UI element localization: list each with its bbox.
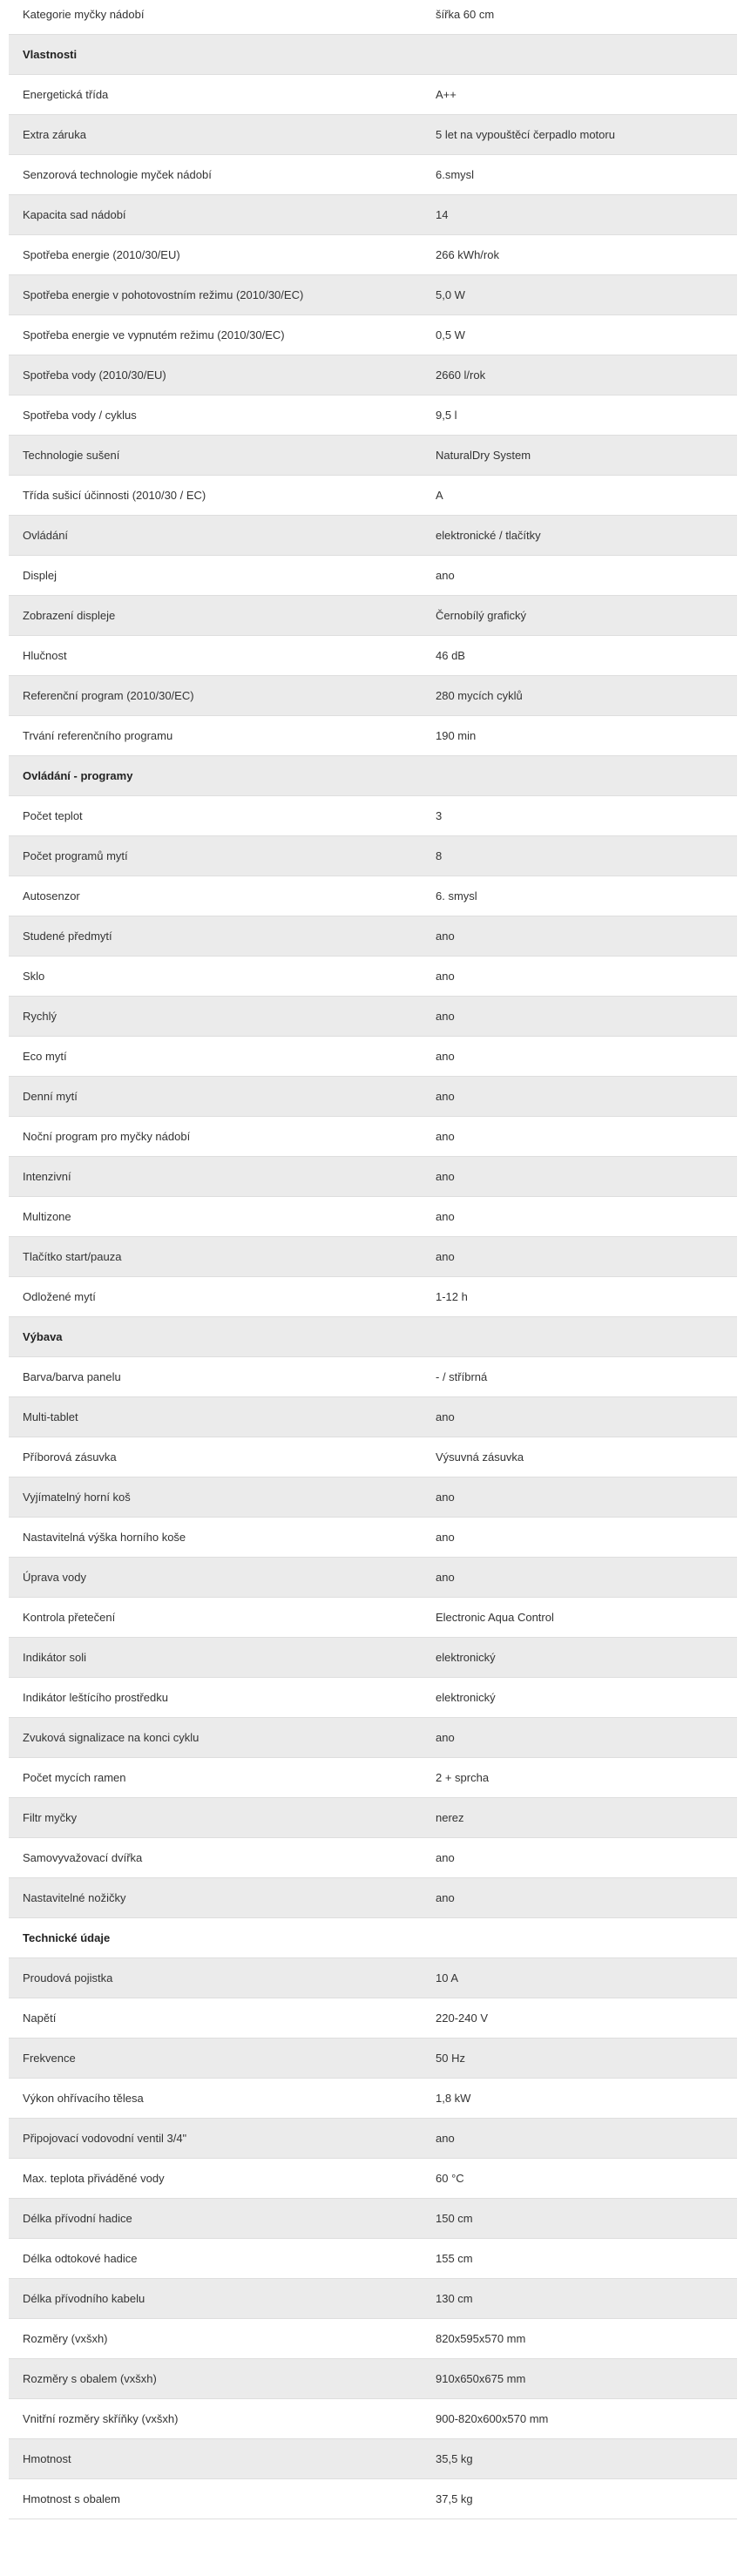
spec-label: Zobrazení displeje [23,609,116,622]
spec-value: 37,5 kg [436,2492,473,2505]
spec-label: Počet programů mytí [23,849,128,862]
section-header-row [9,35,737,75]
spec-label: Intenzivní [23,1170,71,1183]
spec-row [9,235,737,275]
spec-value: 1-12 h [436,1290,468,1303]
spec-row [9,1798,737,1838]
spec-label: Filtr myčky [23,1811,78,1824]
spec-label: Délka odtokové hadice [23,2252,138,2265]
spec-label: Multi-tablet [23,1410,78,1423]
spec-row [9,1077,737,1117]
spec-row [9,115,737,155]
spec-label: Délka přívodního kabelu [23,2292,145,2305]
spec-value: 50 Hz [436,2052,465,2065]
spec-row [9,716,737,756]
spec-row [9,1758,737,1798]
spec-value: ano [436,1531,455,1544]
spec-value: ano [436,930,455,943]
spec-value: ano [436,1851,455,1864]
spec-value: 130 cm [436,2292,473,2305]
section-header-row [9,756,737,796]
spec-label: Frekvence [23,2052,76,2065]
spec-label: Příborová zásuvka [23,1450,117,1464]
spec-label: Sklo [23,970,45,983]
spec-value: 2660 l/rok [436,368,486,382]
spec-table [9,0,737,2519]
spec-value: 190 min [436,729,477,742]
spec-label: Třída sušicí účinnosti (2010/30 / EC) [23,489,206,502]
spec-label: Multizone [23,1210,71,1223]
spec-row [9,2479,737,2519]
spec-label: Odložené mytí [23,1290,96,1303]
spec-label: Indikátor leštícího prostředku [23,1691,168,1704]
spec-row [9,1678,737,1718]
spec-value: 910x650x675 mm [436,2372,526,2385]
spec-row [9,1197,737,1237]
spec-label: Max. teplota přiváděné vody [23,2172,165,2185]
spec-value: 1,8 kW [436,2092,471,2105]
spec-label: Vyjímatelný horní koš [23,1491,131,1504]
spec-row [9,355,737,396]
spec-value: ano [436,1571,455,1584]
spec-row [9,2199,737,2239]
spec-value: 35,5 kg [436,2452,473,2465]
spec-value: 5,0 W [436,288,465,301]
spec-label: Eco mytí [23,1050,67,1063]
spec-label: Denní mytí [23,1090,78,1103]
spec-row [9,1878,737,1918]
spec-row [9,2319,737,2359]
spec-label: Energetická třída [23,88,109,101]
spec-value: ano [436,1210,455,1223]
spec-row [9,1558,737,1598]
spec-value: 8 [436,849,443,862]
spec-label: Noční program pro myčky nádobí [23,1130,191,1143]
section-title: Ovládání - programy [23,769,133,782]
spec-value: 9,5 l [436,409,457,422]
spec-label: Kapacita sad nádobí [23,208,126,221]
spec-label: Senzorová technologie myček nádobí [23,168,212,181]
spec-value: ano [436,1250,455,1263]
spec-value: 60 °C [436,2172,464,2185]
spec-row [9,476,737,516]
spec-value: ano [436,1410,455,1423]
spec-label: Rychlý [23,1010,57,1023]
spec-value: ano [436,1170,455,1183]
spec-row [9,676,737,716]
spec-label: Barva/barva panelu [23,1370,121,1383]
spec-row [9,2439,737,2479]
spec-row [9,1277,737,1317]
spec-value: A [436,489,443,502]
spec-value: 46 dB [436,649,465,662]
spec-row [9,1397,737,1437]
spec-row [9,1638,737,1678]
spec-value: ano [436,1010,455,1023]
spec-row [9,1958,737,1998]
spec-row [9,75,737,115]
spec-label: Rozměry (vxšxh) [23,2332,108,2345]
spec-row [9,2038,737,2079]
spec-label: Nastavitelná výška horního koše [23,1531,186,1544]
spec-value: elektronické / tlačítky [436,529,541,542]
section-title: Výbava [23,1330,63,1343]
spec-label: Počet mycích ramen [23,1771,126,1784]
spec-label: Délka přívodní hadice [23,2212,132,2225]
spec-value: ano [436,2132,455,2145]
spec-row [9,396,737,436]
section-title: Technické údaje [23,1931,111,1944]
spec-value: Černobílý grafický [436,609,527,622]
spec-row [9,997,737,1037]
spec-row [9,2239,737,2279]
spec-label: Autosenzor [23,889,80,903]
spec-value: nerez [436,1811,464,1824]
spec-row [9,1437,737,1477]
spec-value: 266 kWh/rok [436,248,499,261]
spec-label: Počet teplot [23,809,83,822]
spec-row [9,1718,737,1758]
spec-row [9,436,737,476]
spec-label: Hmotnost s obalem [23,2492,120,2505]
spec-value: 10 A [436,1971,459,1984]
spec-value: 155 cm [436,2252,473,2265]
spec-label: Spotřeba vody / cyklus [23,409,137,422]
spec-value: 3 [436,809,443,822]
spec-value: A++ [436,88,457,101]
spec-label: Spotřeba energie ve vypnutém režimu (2010/30/EC) [23,328,285,341]
spec-label: Hlučnost [23,649,67,662]
spec-row [9,2279,737,2319]
spec-label: Nastavitelné nožičky [23,1891,126,1904]
spec-label: Extra záruka [23,128,86,141]
spec-row [9,2159,737,2199]
spec-row [9,0,737,35]
section-header-row [9,1317,737,1357]
spec-label: Hmotnost [23,2452,71,2465]
spec-label: Proudová pojistka [23,1971,113,1984]
spec-label: Zvuková signalizace na konci cyklu [23,1731,200,1744]
spec-row [9,1477,737,1518]
spec-value: NaturalDry System [436,449,531,462]
spec-value: ano [436,569,455,582]
spec-row [9,876,737,916]
spec-value: 14 [436,208,449,221]
spec-label: Vnitřní rozměry skříňky (vxšxh) [23,2412,179,2425]
spec-row [9,2119,737,2159]
spec-value: 5 let na vypouštěcí čerpadlo motoru [436,128,615,141]
spec-label: Referenční program (2010/30/EC) [23,689,194,702]
spec-row [9,916,737,957]
spec-row [9,957,737,997]
spec-label: Kategorie myčky nádobí [23,8,145,21]
spec-value: - / stříbrná [436,1370,488,1383]
spec-row [9,155,737,195]
spec-value: 6. smysl [436,889,477,903]
spec-value: Výsuvná zásuvka [436,1450,524,1464]
spec-value: 2 + sprcha [436,1771,490,1784]
spec-row [9,2359,737,2399]
spec-label: Spotřeba energie (2010/30/EU) [23,248,180,261]
spec-row [9,1518,737,1558]
spec-label: Napětí [23,2011,57,2025]
spec-label: Trvání referenčního programu [23,729,173,742]
spec-value: ano [436,1491,455,1504]
spec-row [9,1838,737,1878]
spec-row [9,1157,737,1197]
spec-value: ano [436,1130,455,1143]
spec-label: Rozměry s obalem (vxšxh) [23,2372,157,2385]
spec-row [9,275,737,315]
spec-row [9,596,737,636]
spec-value: 900-820x600x570 mm [436,2412,549,2425]
spec-label: Samovyvažovací dvířka [23,1851,143,1864]
spec-label: Ovládání [23,529,69,542]
section-title: Vlastnosti [23,48,78,61]
spec-value: ano [436,1090,455,1103]
section-header-row [9,1918,737,1958]
spec-value: ano [436,1891,455,1904]
spec-value: 220-240 V [436,2011,488,2025]
spec-label: Úprava vody [23,1571,86,1584]
spec-row [9,1998,737,2038]
spec-row [9,636,737,676]
spec-label: Výkon ohřívacího tělesa [23,2092,144,2105]
spec-value: elektronický [436,1691,496,1704]
spec-value: šířka 60 cm [436,8,495,21]
spec-value: ano [436,970,455,983]
spec-label: Technologie sušení [23,449,120,462]
spec-value: 820x595x570 mm [436,2332,526,2345]
spec-row [9,2079,737,2119]
spec-label: Indikátor soli [23,1651,86,1664]
spec-row [9,1117,737,1157]
spec-row [9,796,737,836]
spec-value: 280 mycích cyklů [436,689,523,702]
spec-row [9,315,737,355]
spec-value: 6.smysl [436,168,475,181]
spec-value: ano [436,1731,455,1744]
spec-value: Electronic Aqua Control [436,1611,554,1624]
spec-row [9,1037,737,1077]
spec-label: Spotřeba energie v pohotovostním režimu (2010/30/EC) [23,288,304,301]
spec-row [9,516,737,556]
spec-row [9,556,737,596]
spec-row [9,1598,737,1638]
spec-value: 0,5 W [436,328,465,341]
spec-label: Studené předmytí [23,930,112,943]
spec-label: Tlačítko start/pauza [23,1250,122,1263]
spec-label: Kontrola přetečení [23,1611,116,1624]
spec-row [9,1357,737,1397]
spec-value: elektronický [436,1651,496,1664]
spec-value: 150 cm [436,2212,473,2225]
spec-row [9,195,737,235]
spec-row [9,836,737,876]
spec-label: Displej [23,569,57,582]
spec-value: ano [436,1050,455,1063]
spec-row [9,1237,737,1277]
spec-label: Spotřeba vody (2010/30/EU) [23,368,166,382]
spec-label: Připojovací vodovodní ventil 3/4" [23,2132,187,2145]
spec-row [9,2399,737,2439]
